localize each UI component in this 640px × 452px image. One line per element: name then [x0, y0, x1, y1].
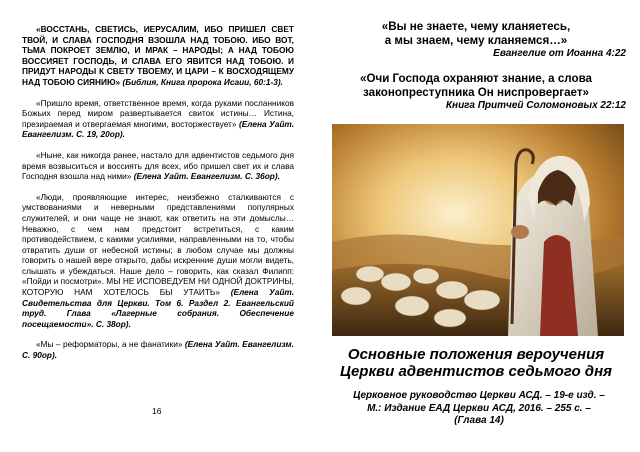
paragraph-text: «Люди, проявляющие интерес, неизбежно сталкиваются с умствованиями и неверными представлениями популярных служителей, и они чаще не знают, как ответить на эти домыслы… Неважно, с чем нам предстоит встретиться, с каким противодействием, с какими усилиями, направленными на то, чтобы отвратить души от небесной истины; в любом случае мы должны говорить о нашей вере открыто, дабы искренние души могли видеть, слышать и убеждаться. Наше дело – говорить, как сказал Филипп: «Пойди и посмотри». МЫ НЕ ИСПОВЕДУЕМ НИ ОДНОЙ ДОКТРИНЫ, КОТОРУЮ НАМ ХОТЕЛОСЬ БЫ УТАИТЬ» — [22, 191, 294, 298]
booklet-title — [326, 346, 626, 380]
epigraph-john — [326, 20, 626, 60]
quote-paragraph — [22, 339, 294, 360]
paragraph-text: «ВОССТАНЬ, СВЕТИСЬ, ИЕРУСАЛИМ, ИБО ПРИШЕЛ СВЕТ ТВОЙ, И СЛАВА ГОСПОДНЯ ВЗОШЛА НАД ТОБОЮ. ИБО ВОТ, ТЬМА ПОКРОЕТ ЗЕМЛЮ, И МРАК – НАРОДЫ; А НАД ТОБОЮ ВОССИЯЕТ ГОСПОДЬ, И СЛАВА ЕГО ЯВИТСЯ НАД ТОБОЮ. И ПРИДУТ НАРОДЫ К СВЕТУ ТВОЕМУ, И ЦАРИ – К ВОСХОДЯЩЕМУ НАД ТОБОЮ СИЯНИЮ» — [22, 24, 294, 87]
title-line: Церкви адвентистов седьмого дня — [340, 363, 612, 380]
shepherd-painting — [332, 124, 624, 336]
bibliographic-reference — [332, 390, 626, 428]
epigraph-source: Книга Притчей Соломоновых 22:12 — [445, 100, 626, 111]
quote-paragraph — [22, 192, 294, 330]
paragraph-text: «Пришло время, ответственное время, когда руками посланников Божьих перед миром развертывается свиток истины… Истина, презираемая и отвергаемая многими, восторжествует» — [22, 97, 294, 129]
paragraph-citation: (Библия, Книга пророка Исаии, 60:1-3). — [120, 76, 283, 87]
quote-paragraph — [22, 150, 294, 182]
epigraph-line: «Очи Господа охраняют знание, а слова — [360, 72, 592, 85]
quote-paragraph — [22, 98, 294, 140]
isaiah-quote-paragraph — [22, 24, 294, 88]
reference-line: Церковное руководство Церкви АСД. – 19-е изд. – — [353, 390, 605, 401]
paragraph-citation: (Елена Уайт. Евангелизм. С. 36op). — [131, 171, 280, 182]
paragraph-citation: (Елена Уайт. Свидетельства для Церкви. Том 6. Раздел 2. Евангельский труд. Глава «Лагерные собрания. Обеспечение посещаемости». С. 38op). — [22, 287, 295, 329]
reference-line: М.: Издание ЕАД Церкви АСД, 2016. – 255 с. – — [367, 402, 591, 414]
epigraph-proverbs — [326, 72, 626, 112]
left-page-text — [22, 24, 294, 371]
shepherd-illustration — [332, 124, 624, 336]
epigraph-source: Евангелие от Иоанна 4:22 — [493, 48, 626, 59]
page-number: 16 — [152, 406, 162, 416]
epigraph-line: «Вы не знаете, чему кланяетесь, — [381, 20, 571, 33]
paragraph-text: «Ныне, как никогда ранее, настало для адвентистов седьмого дня время возвыситься и воссиять для всех, ибо пришел свет их и слава Господня взошла над ними» — [22, 149, 294, 182]
epigraph-line: а мы знаем, чему кланяемся…» — [384, 34, 568, 47]
paragraph-text: «Мы – реформаторы, а не фанатики» — [36, 339, 183, 350]
paragraph-citation: (Елена Уайт. Евангелизм. С. 19, 20op). — [22, 118, 294, 140]
epigraph-line: законопреступника Он ниспровергает» — [363, 86, 589, 99]
paragraph-citation: (Елена Уайт. Евангелизм. С. 90op). — [22, 339, 294, 361]
title-line: Основные положения вероучения — [347, 346, 605, 363]
reference-line: (Глава 14) — [454, 415, 504, 426]
